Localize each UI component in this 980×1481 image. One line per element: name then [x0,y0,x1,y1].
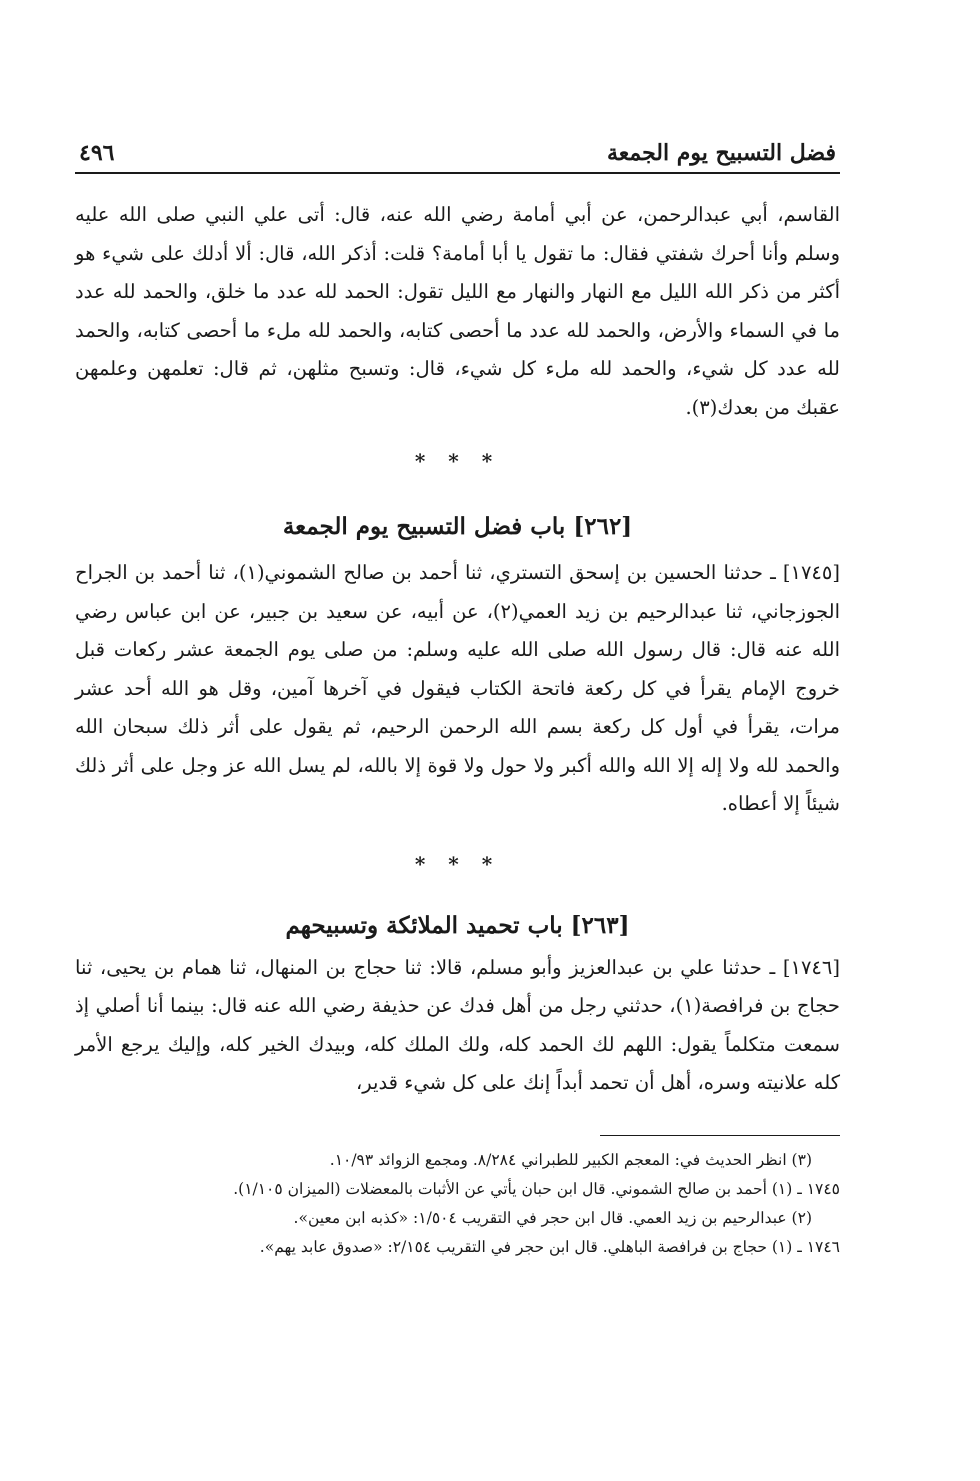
footnotes [75,1146,840,1262]
hadith-paragraph-1745: [١٧٤٥] ـ حدثنا الحسين بن إسحق التستري، ثنا أحمد بن صالح الشموني(١)، ثنا أحمد بن الجراح الجوزجاني، ثنا عبدالرحيم بن زيد العمي(٢)، عن أبيه، عن سعيد بن جبير، عن ابن عباس رضي الله عنه قال: قال رسول الله صلى الله عليه وسلم: من صلى يوم الجمعة عشر ركعات قبل خروج الإمام يقرأ في كل ركعة فاتحة الكتاب فيقول في آخرها آمين، وقل هو الله أحد عشر مرات، يقرأ في أول كل ركعة بسم الله الرحمن الرحيم، ثم يقول على أثر ذلك سبحان الله والحمد لله ولا إله إلا الله والله أكبر ولا حول ولا قوة إلا بالله، لم يسل الله عز وجل على أثر ذلك شيئاً إلا أعطاه. [75,561,840,815]
footnote: ١٧٤٥ ـ (١) أحمد بن صالح الشموني. قال ابن حبان يأتي عن الأثبات بالمعضلات (الميزان ١/١٠٥). [233,1179,840,1198]
section-separator: * * * [414,851,501,876]
footnote: (٢) عبدالرحيم بن زيد العمي. قال ابن حجر في التقريب ١/٥٠٤: «كذبه ابن معين». [293,1208,812,1227]
footnote-divider [600,1135,840,1136]
chapter-heading-262: [٢٦٢] باب فضل التسبيح يوم الجمعة [282,513,633,540]
chapter-heading-263: [٢٦٣] باب تحميد الملائكة وتسبيحهم [285,911,630,939]
running-title: فضل التسبيح يوم الجمعة [606,140,836,166]
footnote: ١٧٤٦ ـ (١) حجاج بن فرافصة الباهلي. قال ابن حجر في التقريب ٢/١٥٤: «صدوق عابد يهم». [259,1237,840,1256]
section-separator: * * * [414,449,501,473]
page-number: ٤٩٦ [79,140,115,166]
footnote: (٣) انظر الحديث في: المعجم الكبير للطبراني ٨/٢٨٤. ومجمع الزوائد ١٠/٩٣. [329,1150,812,1169]
running-header [75,140,840,174]
book-page [75,140,840,1262]
hadith-paragraph-1746: [١٧٤٦] ـ حدثنا علي بن عبدالعزيز وأبو مسلم، قالا: ثنا حجاج بن المنهال، ثنا همام بن يحيى، ثنا حجاج بن فرافصة(١)، حدثني رجل من أهل فدك عن حذيفة رضي الله عنه قال: بينما أنا أصلي إذ سمعت متكلماً يقول: اللهم لك الحمد كله، ولك الملك كله، وبيدك الخير كله، وإليك يرجع الأمر كله علانيته وسره، أهل أن تحمد أبداً إنك على كل شيء قدير، [75,955,840,1094]
continuation-paragraph: القاسم، أبي عبدالرحمن، عن أبي أمامة رضي الله عنه، قال: أتى علي النبي صلى الله عليه وسلم وأنا أحرك شفتي فقال: ما تقول يا أبا أمامة؟ قلت: أذكر الله، قال: ألا أدلك على شيء هو أكثر من ذكر الله الليل مع النهار والنهار مع الليل تقول: الحمد لله عدد ما خلق، والحمد لله عدد ما في السماء والأرض، والحمد لله عدد ما أحصى كتابه، والحمد لله ملء ما أحصى كتابه، والحمد لله عدد كل شيء، والحمد لله ملء كل شيء، قال: وتسبح مثلهن، ثم قال: تعلمهن وعلمهن عقبك من بعدك(٣). [75,203,840,419]
